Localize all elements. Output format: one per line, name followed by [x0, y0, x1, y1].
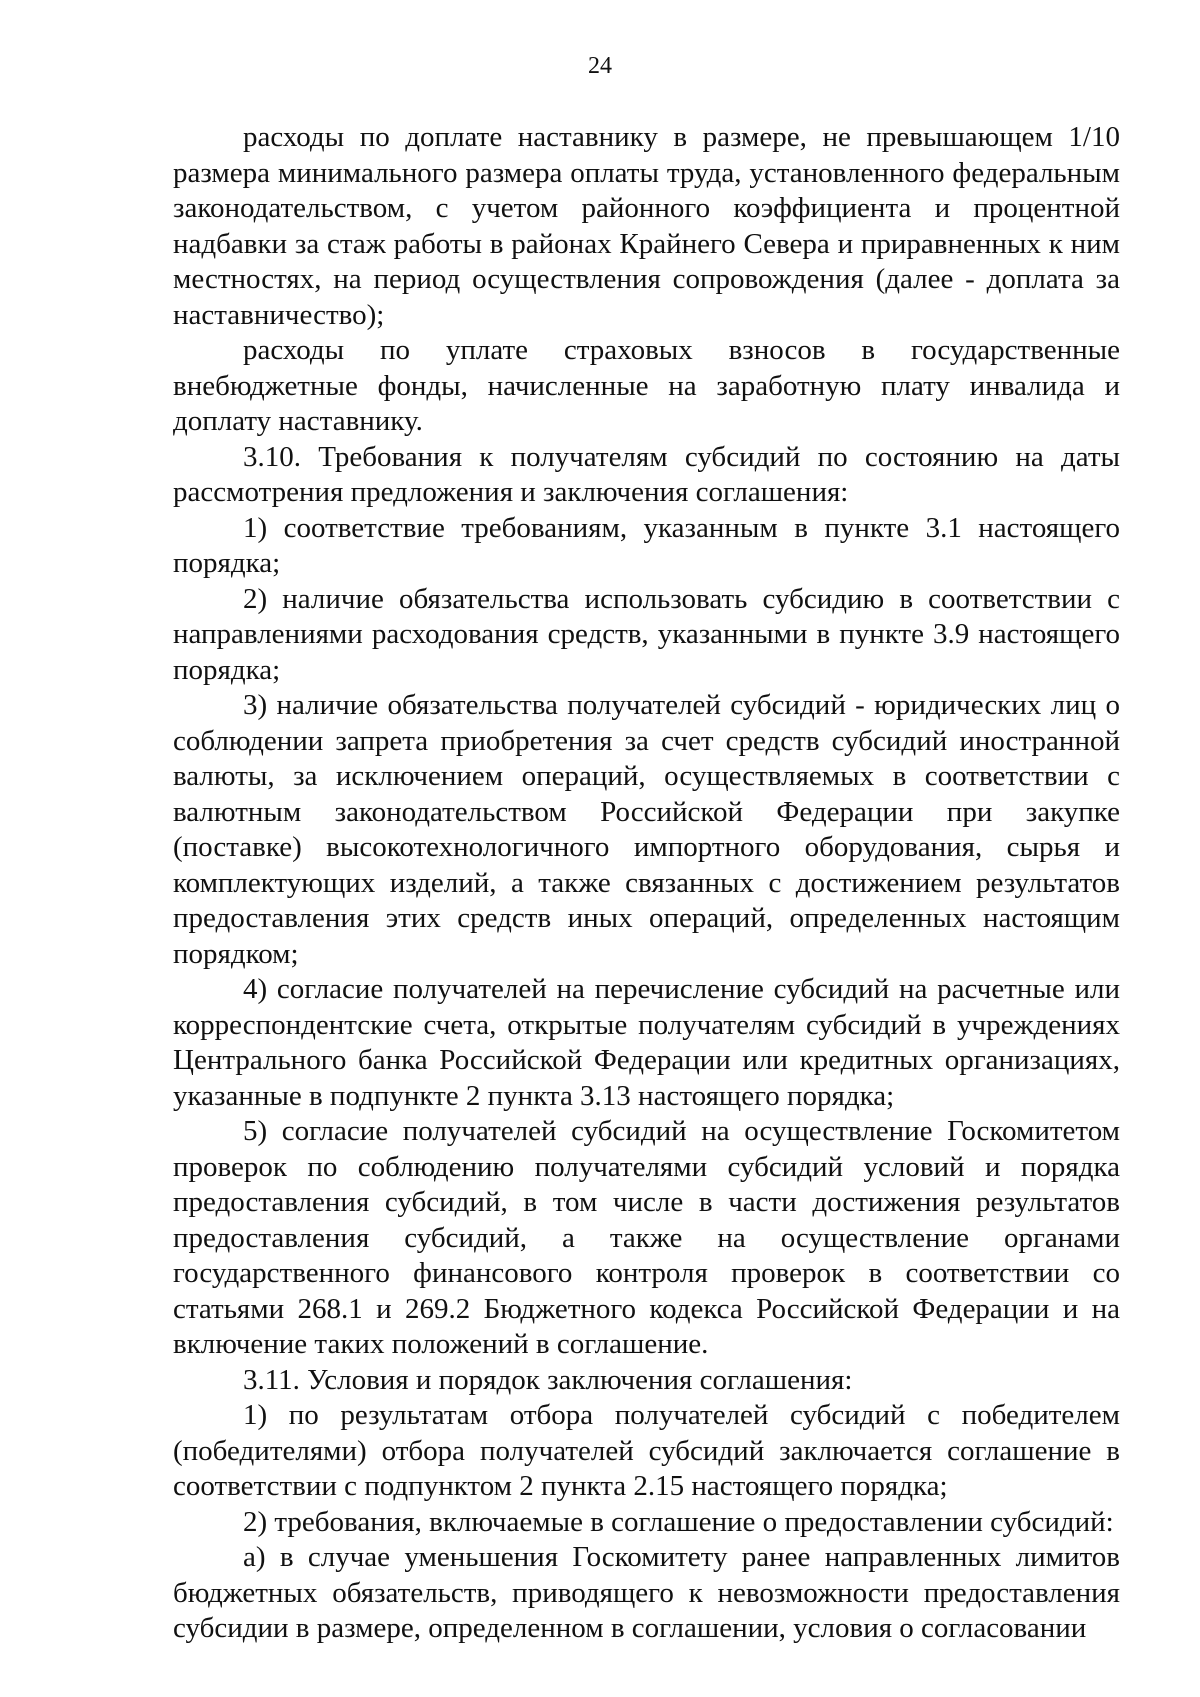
paragraph-3-10-item-4: 4) согласие получателей на перечисление субсидий на расчетные или корреспондентские счета, открытые получателям субсидий в учреждениях Центрального банка Российской Федерации или кредитных организациях, указанные в подпункте 2 пункта 3.13 настоящего порядка;	[173, 973, 1120, 1112]
paragraph-insurance-contributions: расходы по уплате страховых взносов в государственные внебюджетные фонды, начисленные на заработную плату инвалида и доплату наставнику.	[173, 334, 1120, 437]
document-body	[173, 120, 1120, 1647]
paragraph-3-10-item-3: 3) наличие обязательства получателей субсидий - юридических лиц о соблюдении запрета приобретения за счет средств субсидий иностранной валюты, за исключением операций, осуществляемых в соответствии с валютным законодательством Российской Федерации при закупке (поставке) высокотехнологичного импортного оборудования, сырья и комплектующих изделий, а также связанных с достижением результатов предоставления этих средств иных операций, определенных настоящим порядком;	[173, 689, 1120, 970]
page-number: 24	[588, 53, 612, 79]
paragraph-3-11-item-1: 1) по результатам отбора получателей субсидий с победителем (победителями) отбора получателей субсидий заключается соглашение в соответствии с подпунктом 2 пункта 2.15 настоящего порядка;	[173, 1399, 1120, 1502]
paragraph-mentor-allowance: расходы по доплате наставнику в размере, не превышающем 1/10 размера минимального размера оплаты труда, установленного федеральным законодательством, с учетом районного коэффициента и процентной надбавки за стаж работы в районах Крайнего Севера и приравненных к ним местностях, на период осуществления сопровождения (далее - доплата за наставничество);	[173, 121, 1120, 331]
paragraph-3-10-item-2: 2) наличие обязательства использовать субсидию в соответствии с направлениями расходования средств, указанными в пункте 3.9 настоящего порядка;	[173, 582, 1120, 686]
paragraph-3-11-item-2: 2) требования, включаемые в соглашение о предоставлении субсидий:	[243, 1505, 1114, 1538]
paragraph-section-3-11: 3.11. Условия и порядок заключения соглашения:	[243, 1363, 853, 1396]
paragraph-3-10-item-5: 5) согласие получателей субсидий на осуществление Госкомитетом проверок по соблюдению получателями субсидий условий и порядка предоставления субсидий, в том числе в части достижения результатов предоставления субсидий, а также на осуществление органами государственного финансового контроля проверок в соответствии со статьями 268.1 и 269.2 Бюджетного кодекса Российской Федерации и на включение таких положений в соглашение.	[173, 1115, 1120, 1360]
paragraph-3-10-item-1: 1) соответствие требованиям, указанным в пункте 3.1 настоящего порядка;	[173, 511, 1120, 579]
paragraph-3-11-item-2a: а) в случае уменьшения Госкомитету ранее направленных лимитов бюджетных обязательств, приводящего к невозможности предоставления субсидии в размере, определенном в соглашении, условия о согласовании	[173, 1541, 1120, 1644]
paragraph-section-3-10: 3.10. Требования к получателям субсидий по состоянию на даты рассмотрения предложения и заключения соглашения:	[173, 440, 1120, 508]
